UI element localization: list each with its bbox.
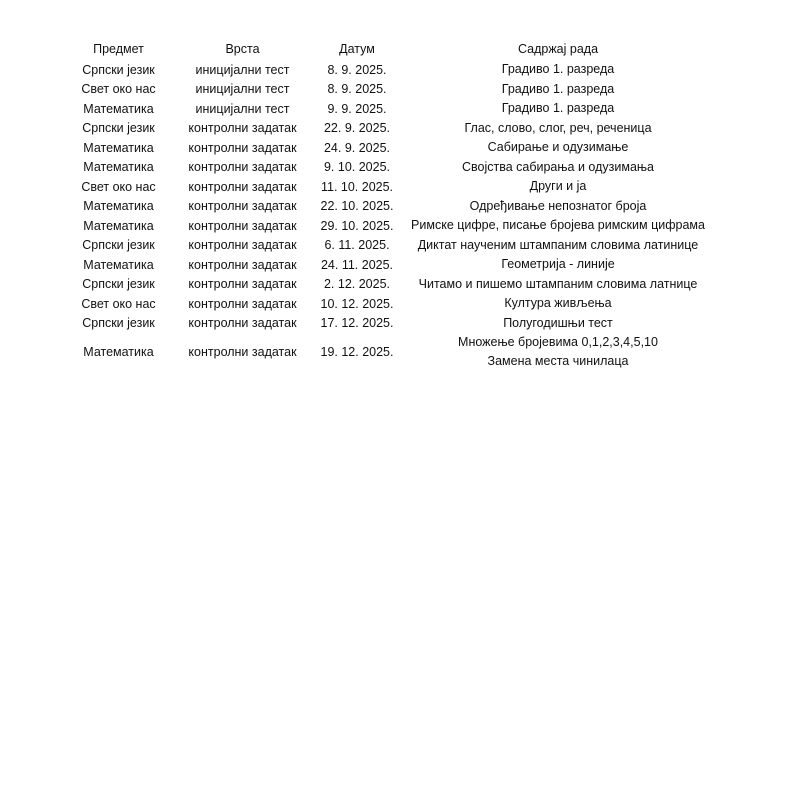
cell-content	[396, 177, 720, 197]
table-row	[70, 99, 720, 119]
cell-type: иницијални тест	[195, 82, 290, 97]
cell-subject: Математика	[83, 345, 154, 359]
table-row	[70, 236, 720, 256]
cell-subject: Српски језик	[82, 277, 155, 292]
table-row	[70, 275, 720, 295]
table-row	[70, 314, 720, 334]
cell-type: контролни задатак	[188, 316, 297, 331]
content-line: Диктат наученим штампаним словима латинице	[417, 237, 699, 252]
table-header	[70, 38, 720, 60]
cell-content	[396, 99, 720, 119]
cell-date: 22. 10. 2025.	[320, 199, 394, 214]
cell-type: контролни задатак	[188, 238, 297, 253]
cell-subject: Математика	[83, 257, 154, 272]
cell-type: контролни задатак	[188, 140, 297, 155]
cell-type: контролни задатак	[188, 296, 297, 311]
cell-content	[396, 275, 720, 295]
content-line: Одређивање непознатог броја	[469, 198, 647, 213]
cell-content	[396, 333, 720, 371]
schedule-sheet	[70, 38, 770, 371]
cell-content	[396, 158, 720, 178]
cell-subject: Српски језик	[82, 238, 155, 253]
cell-content	[396, 80, 720, 100]
cell-subject: Свет око нас	[81, 296, 156, 311]
table-row	[70, 158, 720, 178]
table-row	[70, 60, 720, 80]
cell-type: контролни задатак	[188, 218, 297, 233]
content-line: Глас, слово, слог, реч, реченица	[464, 120, 652, 135]
content-line: Полугодишњи тест	[503, 315, 613, 330]
cell-content	[396, 255, 720, 275]
content-line: Градиво 1. разреда	[501, 101, 615, 116]
table-row	[70, 119, 720, 139]
table-row	[70, 216, 720, 236]
content-line: Градиво 1. разреда	[501, 81, 615, 96]
cell-date: 24. 9. 2025.	[323, 140, 391, 155]
cell-subject: Математика	[83, 140, 154, 155]
cell-content	[396, 119, 720, 139]
cell-date: 8. 9. 2025.	[327, 82, 387, 97]
cell-content	[396, 60, 720, 80]
content-line: Други и ја	[529, 179, 587, 194]
cell-date: 9. 9. 2025.	[327, 101, 387, 116]
cell-date: 6. 11. 2025.	[324, 238, 390, 253]
cell-type: контролни задатак	[188, 257, 297, 272]
cell-date: 22. 9. 2025.	[323, 121, 391, 136]
cell-date: 24. 11. 2025.	[320, 257, 394, 272]
table-row	[70, 177, 720, 197]
cell-subject: Српски језик	[82, 62, 155, 77]
cell-type: контролни задатак	[188, 179, 297, 194]
content-line: Читамо и пишемо штампаним словима латнице	[418, 276, 698, 291]
cell-subject: Математика	[83, 101, 154, 116]
cell-date: 29. 10. 2025.	[320, 218, 394, 233]
cell-date: 9. 10. 2025.	[323, 160, 391, 175]
header-content: Садржај рада	[517, 42, 599, 56]
content-line: Множење бројевима 0,1,2,3,4,5,10	[458, 335, 658, 349]
table-row	[70, 138, 720, 158]
cell-date: 11. 10. 2025.	[320, 179, 394, 194]
table-row	[70, 255, 720, 275]
cell-date: 10. 12. 2025.	[320, 296, 394, 311]
cell-date: 19. 12. 2025.	[320, 345, 394, 359]
content-line: Римске цифре, писање бројева римским цифрама	[411, 218, 705, 233]
test-schedule-table	[70, 38, 720, 371]
cell-content	[396, 236, 720, 256]
cell-type: контролни задатак	[188, 121, 297, 136]
cell-content	[396, 216, 720, 236]
content-line: Култура живљења	[504, 296, 612, 311]
cell-type: контролни задатак	[188, 345, 297, 359]
cell-content	[396, 294, 720, 314]
cell-type: контролни задатак	[188, 199, 297, 214]
cell-subject: Свет око нас	[81, 82, 156, 97]
header-row	[70, 38, 720, 60]
content-line: Својства сабирања и одузимања	[461, 159, 655, 174]
cell-subject: Свет око нас	[81, 179, 156, 194]
cell-subject: Математика	[83, 218, 154, 233]
cell-type: контролни задатак	[188, 160, 297, 175]
header-type: Врста	[225, 42, 260, 56]
content-line: Геометрија - линије	[501, 257, 615, 272]
cell-date: 2. 12. 2025.	[323, 277, 391, 292]
content-line: Замена места чинилаца	[487, 354, 629, 368]
table-row	[70, 197, 720, 217]
table-row	[70, 80, 720, 100]
header-subject: Предмет	[93, 42, 144, 56]
cell-content	[396, 138, 720, 158]
cell-date: 17. 12. 2025.	[320, 316, 394, 331]
cell-type: иницијални тест	[195, 62, 290, 77]
cell-subject: Математика	[83, 199, 154, 214]
table-body	[70, 60, 720, 371]
cell-subject: Математика	[83, 160, 154, 175]
content-line: Сабирање и одузимање	[487, 140, 629, 155]
cell-subject: Српски језик	[82, 316, 155, 331]
cell-type: контролни задатак	[188, 277, 297, 292]
cell-date: 8. 9. 2025.	[327, 62, 387, 77]
table-row	[70, 333, 720, 371]
header-date: Датум	[339, 42, 375, 56]
cell-content	[396, 314, 720, 334]
content-line: Градиво 1. разреда	[501, 62, 615, 77]
cell-subject: Српски језик	[82, 121, 155, 136]
cell-type: иницијални тест	[195, 101, 290, 116]
cell-content	[396, 197, 720, 217]
table-row	[70, 294, 720, 314]
